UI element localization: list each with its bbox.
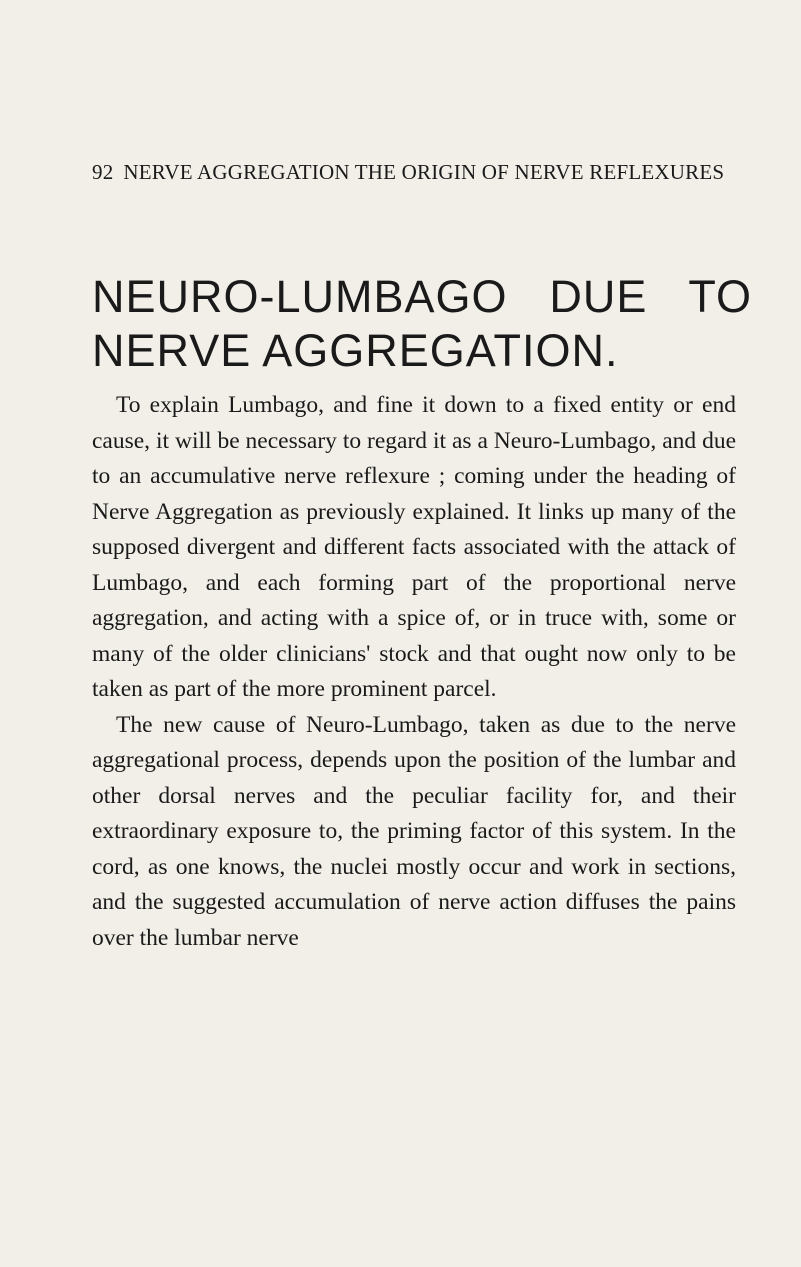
body-text: [92, 388, 736, 956]
chapter-title-line-2: NERVE AGGREGATION.: [92, 325, 619, 376]
running-head: [92, 160, 752, 185]
chapter-title: [92, 270, 752, 378]
paragraph-1: To explain Lumbago, and fine it down to a fixed entity or end cause, it will be necessary to regard it as a Neuro-Lumbago, and due to an accumulative nerve reflexure ; coming under the heading of Nerve Aggregation as previously explained. It links up many of the supposed divergent and different facts associated with the attack of Lumbago, and each forming part of the proportional nerve aggregation, and acting with a spice of, or in truce with, some or many of the older clinicians' stock and that ought now only to be taken as part of the more prominent parcel.: [92, 392, 736, 702]
chapter-title-line-1: NEURO-LUMBAGO DUE TO: [92, 271, 752, 322]
paragraph-2: The new cause of Neuro-Lumbago, taken as due to the nerve aggregational process, depends upon the position of the lumbar and other dorsal nerves and the peculiar facility for, and their extraordinary exposure to, the priming factor of this system. In the cord, as one knows, the nuclei mostly occur and work in sections, and the suggested accumulation of nerve action diffuses the pains over the lumbar nerve: [92, 711, 736, 951]
page-number: 92: [92, 160, 114, 184]
running-head-title: NERVE AGGREGATION THE ORIGIN OF NERVE REFLEXURES: [123, 160, 725, 184]
